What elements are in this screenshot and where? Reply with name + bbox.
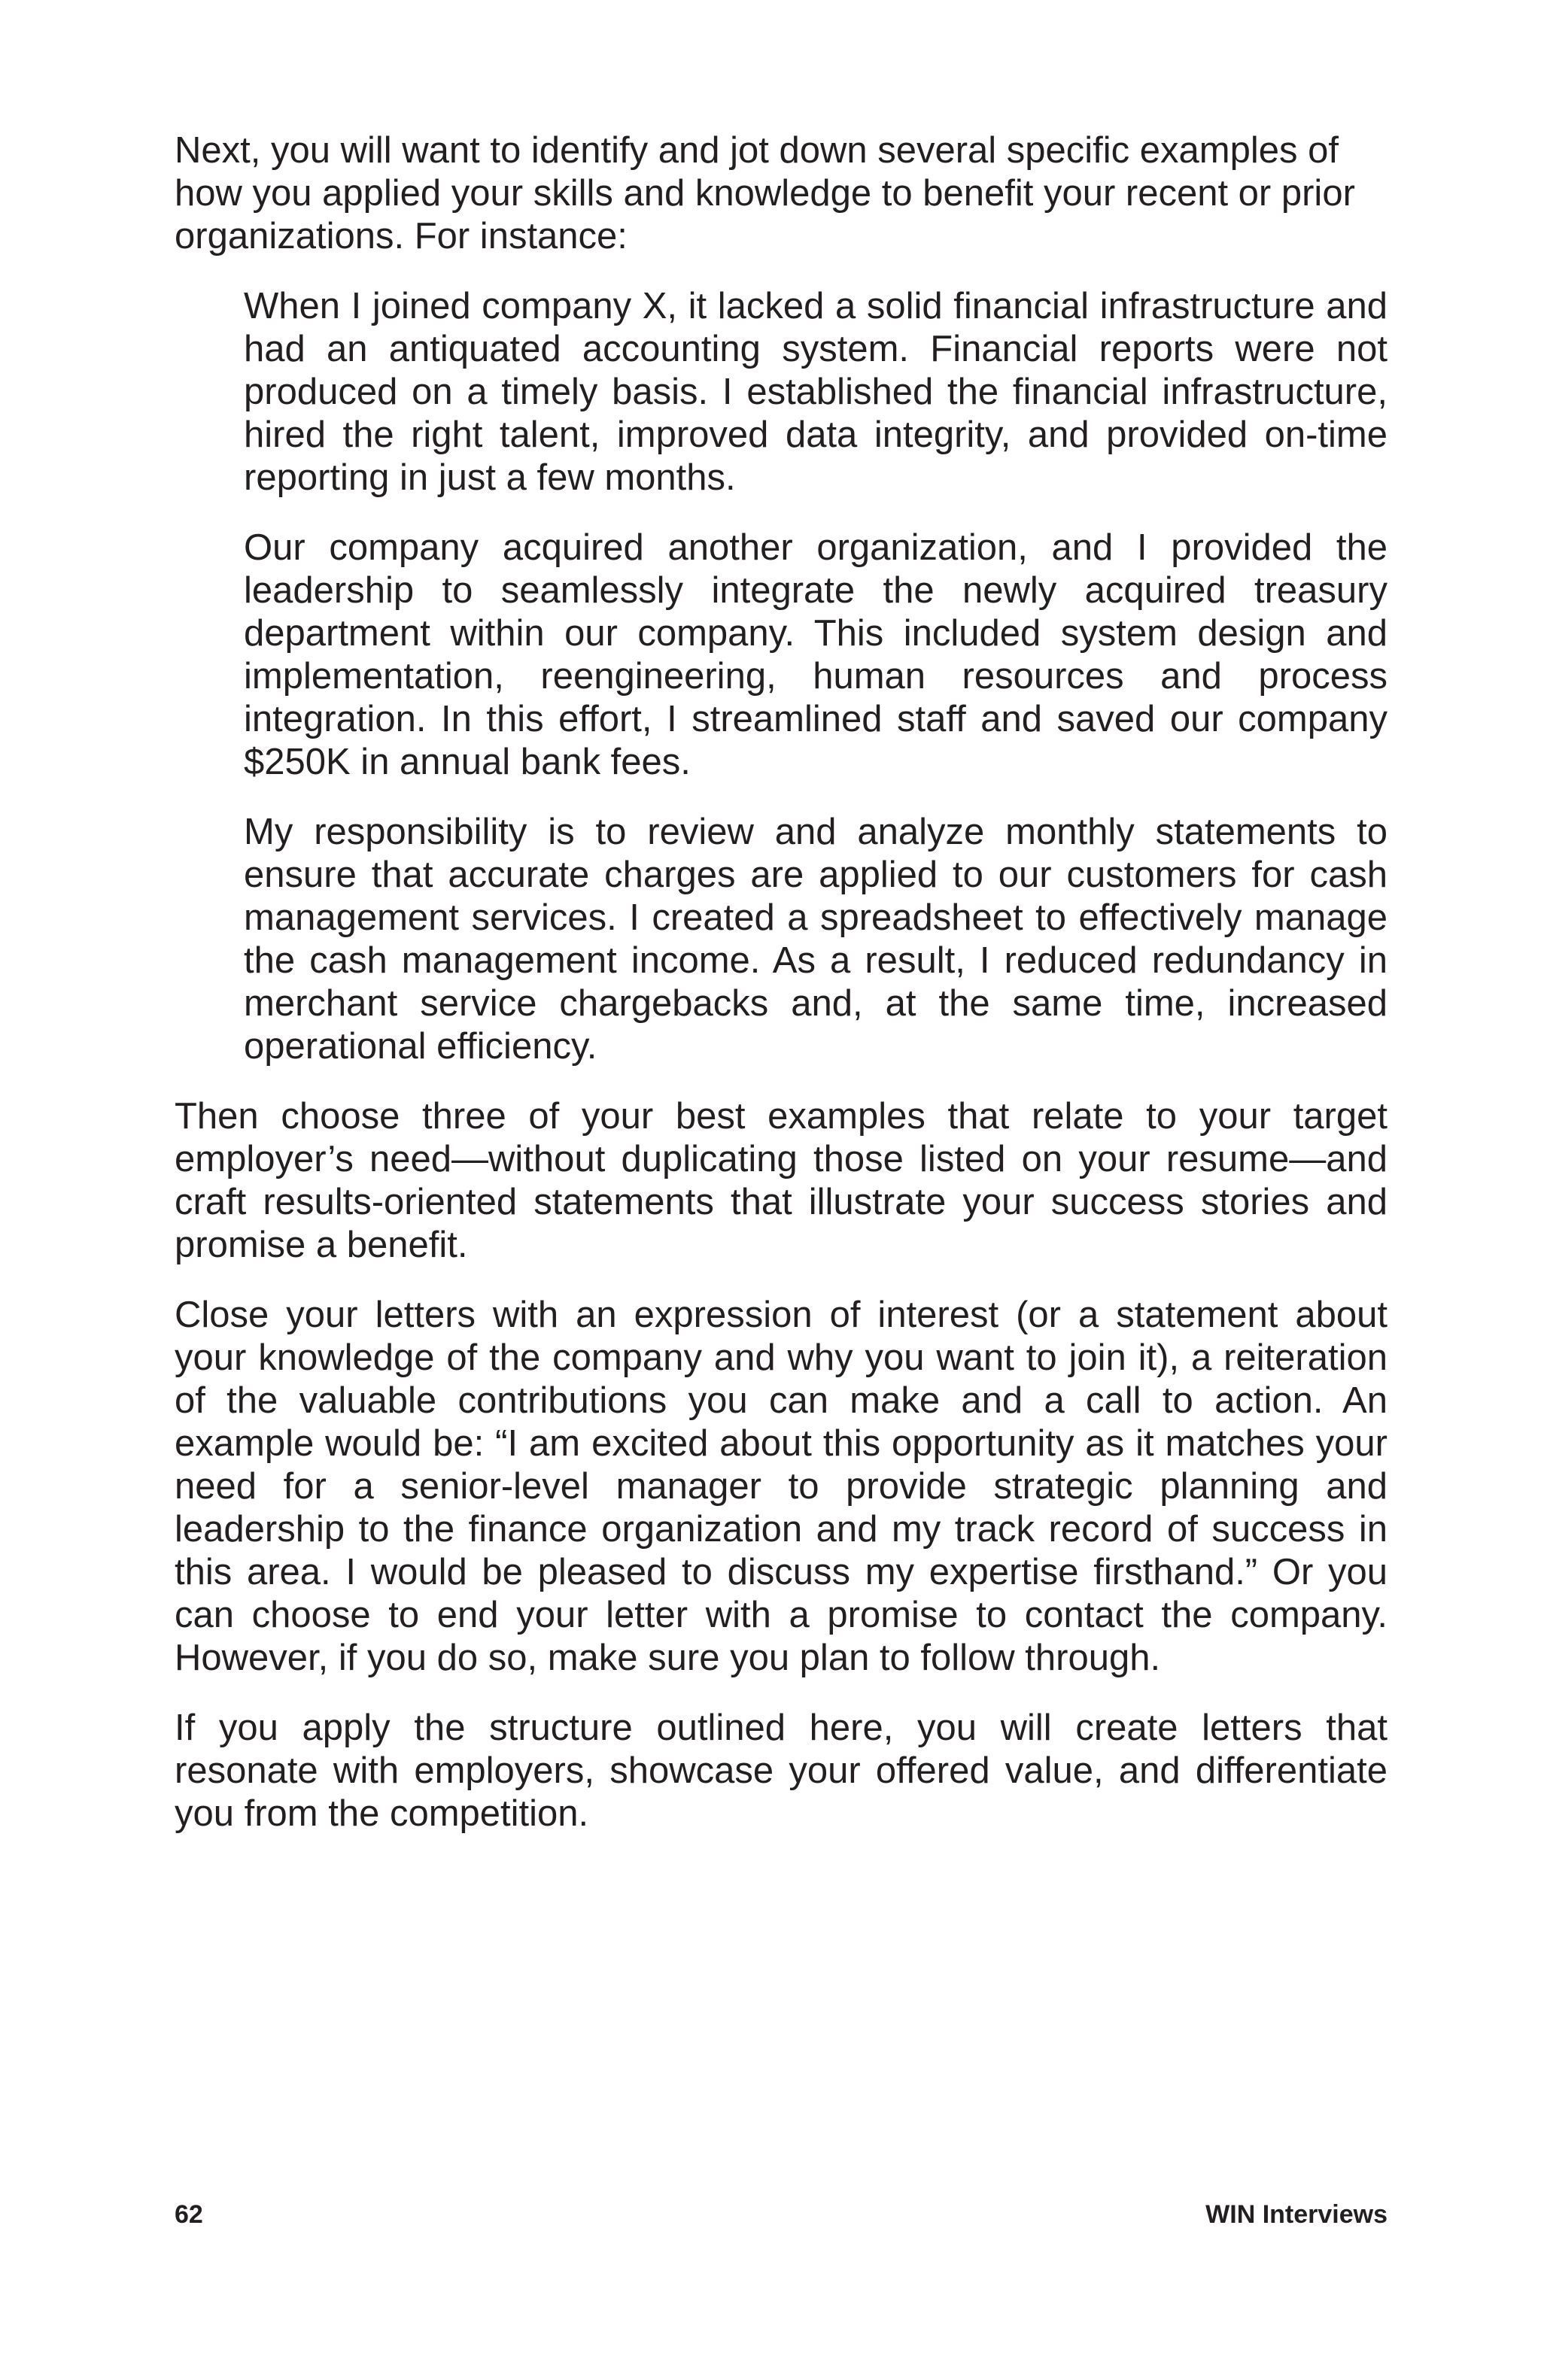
- example-paragraph-1: When I joined company X, it lacked a solid financial infrastructure and had an antiquated accounting system. Financial reports were not produced on a timely basis. I established the financial infrastructure, hired the right talent, improved data integrity, and provided on-time reporting in just a few months.: [244, 286, 1388, 498]
- intro-paragraph: Next, you will want to identify and jot down several specific examples of how you applied your skills and knowledge to benefit your recent or prior organizations. For instance:: [175, 130, 1355, 257]
- closing-letter-paragraph: Close your letters with an expression of interest (or a statement about your knowledge of the company and why you want to join it), a reiteration of the valuable contributions you can make and a call to action. An example would be: “I am excited about this opportunity as it matches your need for a senior-level manager to provide strategic planning and leadership to the finance organization and my track record of success in this area. I would be pleased to discuss my expertise firsthand.” Or you can choose to end your letter with a promise to contact the company. However, if you do so, make sure you plan to follow through.: [175, 1295, 1388, 1678]
- page-body: [175, 129, 1388, 1862]
- example-paragraph-2: Our company acquired another organization, and I provided the leadership to seamlessly integrate the newly acquired treasury department within our company. This included system design and implementation, reengineering, human resources and process integration. In this effort, I streamlined staff and saved our company $250K in annual bank fees.: [244, 527, 1388, 782]
- page-number: 62: [175, 2200, 203, 2229]
- example-paragraph-3: My responsibility is to review and analyze monthly statements to ensure that accurate charges are applied to our customers for cash management services. I created a spreadsheet to effectively manage the cash management income. As a result, I reduced redundancy in merchant service chargebacks and, at the same time, increased operational efficiency.: [244, 812, 1388, 1067]
- book-title: WIN Interviews: [1205, 2200, 1388, 2229]
- choose-examples-paragraph: Then choose three of your best examples that relate to your target employer’s need—without duplicating those listed on your resume—and craft results-oriented statements that illustrate your success stories and promise a benefit.: [175, 1096, 1388, 1265]
- conclusion-paragraph: If you apply the structure outlined here, you will create letters that resonate with employers, showcase your offered value, and differentiate you from the competition.: [175, 1708, 1388, 1834]
- page-footer: [175, 2199, 1388, 2230]
